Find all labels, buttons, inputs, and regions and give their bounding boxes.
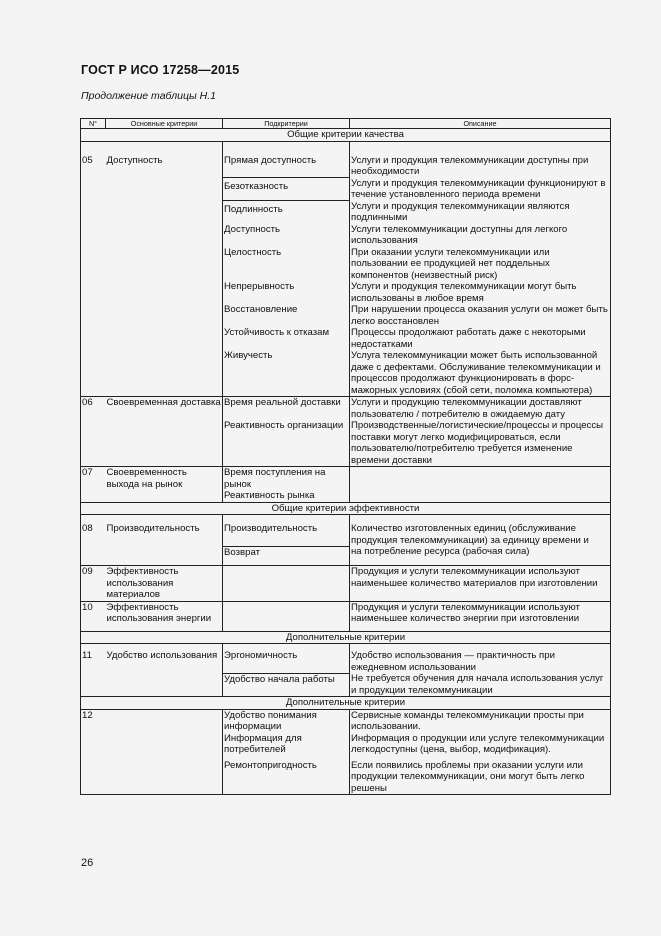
row-description: Сервисные команды телекоммуникации просты при использовании.	[350, 709, 611, 733]
row-criterion: Эффективность использования материалов	[106, 566, 223, 602]
page-number: 26	[81, 857, 94, 869]
section-header-row	[81, 697, 611, 710]
row-subcriterion: Время реальной доставки	[223, 397, 350, 421]
row-description: Услуги и продукция телекоммуникации являются подлинными	[350, 201, 611, 224]
row-subcriterion: Целостность	[223, 247, 350, 282]
row-criterion	[106, 709, 223, 733]
row-subcriterion: Доступность	[223, 224, 350, 247]
row-number: 07	[81, 467, 106, 491]
row-description: При оказании услуги телекоммуникации или пользовании ее продукцией нет поддельных компонентов (неизвестный риск)	[350, 247, 611, 282]
row-subcriterion: Безотказность	[223, 178, 350, 201]
row-description: Не требуется обучения для начала использования услуг и продукции телекоммуникации	[350, 673, 611, 697]
row-subcriterion: Прямая доступность	[223, 141, 350, 178]
row-number: 11	[81, 644, 106, 674]
row-description: Услуга телекоммуникации может быть использованной даже с дефектами. Обслуживание телекоммуникации и процессов продолжают функционировать в форс-мажорных условиях (сбой сети, поломка компьютера)	[350, 350, 611, 397]
row-criterion: Своевременность выхода на рынок	[106, 467, 223, 491]
table-row	[81, 756, 611, 795]
row-subcriterion: Устойчивость к отказам	[223, 327, 350, 350]
row-description: Услуги и продукция телекоммуникации доступны при необходимости	[350, 141, 611, 178]
row-description	[350, 467, 611, 491]
table-row	[81, 141, 611, 178]
row-description: Услуги и продукция телекоммуникации функционируют в течение установленного периода времени	[350, 178, 611, 201]
row-description: Процессы продолжают работать даже с некоторыми недостатками	[350, 327, 611, 350]
section-title: Общие критерии эффективности	[81, 502, 611, 515]
row-criterion: Производительность	[106, 523, 200, 534]
row-description: При нарушении процесса оказания услуги он может быть легко восстановлен	[350, 304, 611, 327]
table-row	[81, 178, 611, 201]
table-row	[81, 247, 611, 282]
row-description	[350, 490, 611, 502]
table-row	[81, 601, 611, 631]
section-title: Общие критерии качества	[81, 129, 611, 142]
table-row	[81, 350, 611, 397]
table-row	[81, 224, 611, 247]
row-description: Услуги и продукция телекоммуникации могут быть использованы в любое время	[350, 281, 611, 304]
table-row	[81, 420, 611, 467]
row-number: 10	[81, 601, 106, 631]
row-number: 06	[81, 397, 106, 421]
table-row	[81, 304, 611, 327]
row-subcriterion	[223, 601, 350, 631]
row-subcriterion: Живучесть	[223, 350, 350, 397]
row-subcriterion: Удобство начала работы	[223, 673, 350, 697]
row-number: 08	[81, 515, 106, 547]
table-row	[81, 733, 611, 756]
row-number: 09	[81, 566, 106, 602]
row-subcriterion: Реактивность организации	[223, 420, 350, 467]
row-description: Удобство использования — практичность при ежедневном использовании	[350, 644, 611, 674]
table-row	[81, 515, 611, 547]
section-header-row	[81, 631, 611, 644]
column-header-criteria: Основные критерии	[106, 119, 223, 129]
row-subcriterion: Удобство понимания информации	[223, 709, 350, 733]
row-subcriterion: Непрерывность	[223, 281, 350, 304]
table-row	[81, 546, 611, 566]
section-title: Дополнительные критерии	[81, 697, 611, 710]
row-subcriterion: Подлинность	[223, 201, 350, 224]
table-continuation-caption: Продолжение таблицы Н.1	[81, 90, 216, 102]
table-row	[81, 201, 611, 224]
column-header-description: Описание	[350, 119, 611, 129]
table-row	[81, 644, 611, 674]
row-description: Продукция и услуги телекоммуникации используют наименьшее количество материалов при изготовлении	[350, 566, 611, 602]
row-description: Производственные/логистические/процессы и процессы поставки могут легко модифицироваться, если пользователю/потребителю требуется изменение времени доставки	[350, 420, 611, 467]
row-criterion: Эффективность использования энергии	[106, 601, 223, 631]
row-subcriterion: Время поступления на рынок	[223, 467, 350, 491]
row-criterion: Своевременная доставка	[106, 397, 223, 421]
section-header-row	[81, 502, 611, 515]
column-header-number: N°	[81, 119, 106, 129]
row-description: на потребление ресурса (рабочая сила)	[350, 546, 611, 566]
row-description: Услуги и продукцию телекоммуникации доставляют пользователю / потребителю в ожидаемую дату	[350, 397, 611, 421]
row-description: Если появились проблемы при оказании услуги или продукции телекоммуникации, они могут быть легко решены	[350, 756, 611, 795]
row-subcriterion: Эргономичность	[223, 644, 350, 674]
row-subcriterion: Информация для потребителей	[223, 733, 350, 756]
criteria-table	[80, 118, 611, 795]
row-subcriterion: Восстановление	[223, 304, 350, 327]
column-header-subcriteria: Подкритерии	[223, 119, 350, 129]
table-header-row	[81, 119, 611, 129]
table-row	[81, 709, 611, 733]
row-criterion: Доступность	[106, 154, 163, 166]
table-row	[81, 490, 611, 502]
row-subcriterion: Возврат	[223, 546, 350, 566]
row-description: Продукция и услуги телекоммуникации используют наименьшее количество энергии при изготовлении	[350, 601, 611, 631]
table-row	[81, 281, 611, 304]
row-criterion: Удобство использования	[106, 650, 218, 661]
row-description: Услуги телекоммуникации доступны для легкого использования	[350, 224, 611, 247]
table-row	[81, 467, 611, 491]
section-title: Дополнительные критерии	[81, 631, 611, 644]
row-subcriterion	[223, 566, 350, 602]
table-row	[81, 397, 611, 421]
table-row	[81, 673, 611, 697]
row-number: 05	[81, 141, 106, 178]
row-description: Количество изготовленных единиц (обслуживание продукция телекоммуникации) за единицу времени и	[350, 515, 611, 547]
table-row	[81, 327, 611, 350]
document-title: ГОСТ Р ИСО 17258—2015	[81, 63, 240, 77]
row-subcriterion: Реактивность рынка	[223, 490, 350, 502]
row-number: 12	[81, 709, 106, 733]
table-row	[81, 566, 611, 602]
section-header-row	[81, 129, 611, 142]
row-description: Информация о продукции или услуге телекоммуникации легкодоступны (цена, выбор, модификация).	[350, 733, 611, 756]
row-subcriterion: Ремонтопригодность	[223, 756, 350, 795]
row-subcriterion: Производительность	[223, 515, 350, 547]
